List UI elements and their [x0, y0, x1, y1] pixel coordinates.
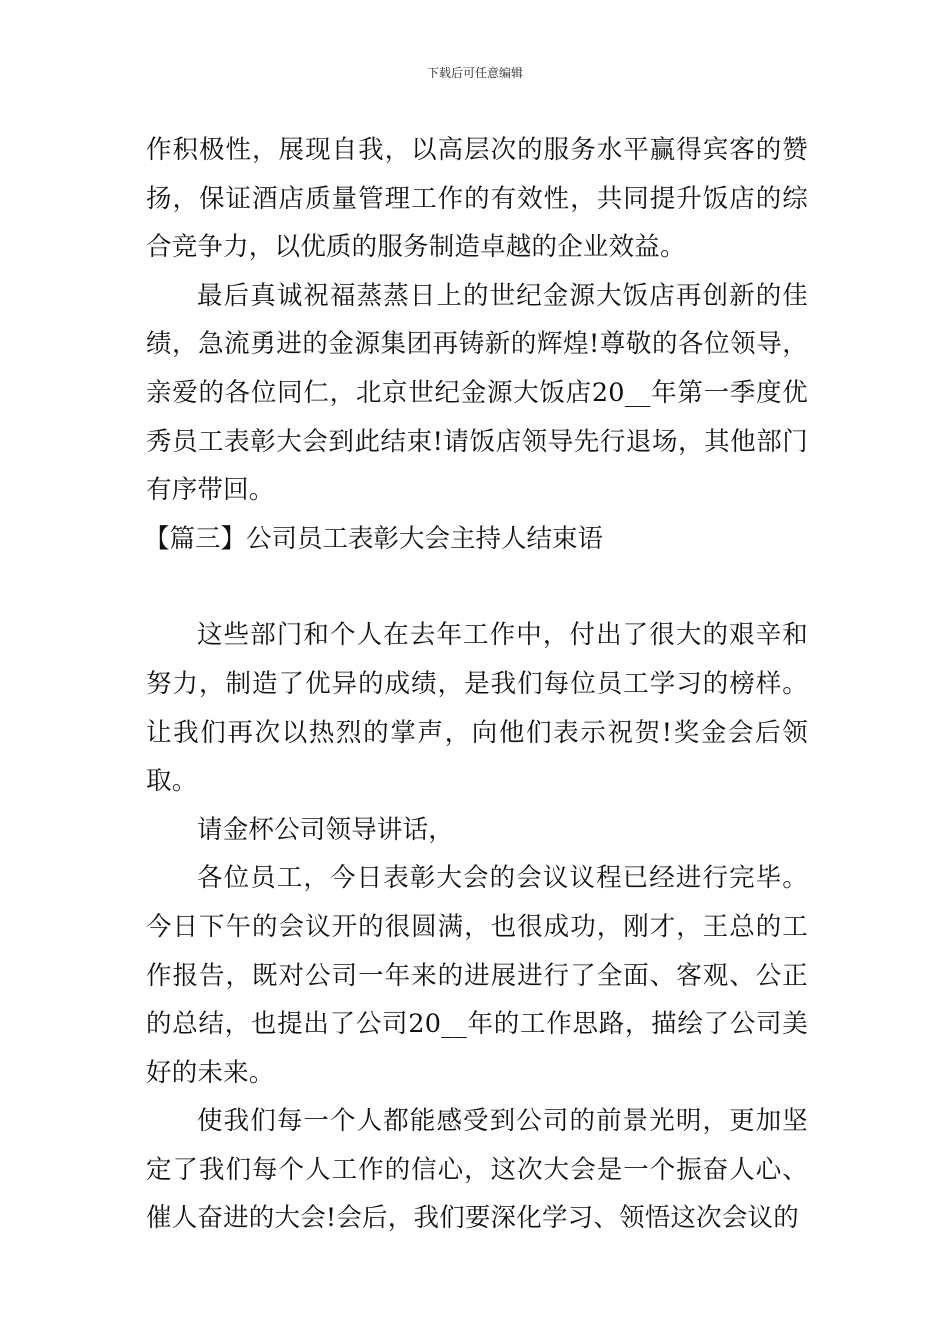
- paragraph-confidence: 使我们每一个人都能感受到公司的前景光明，更加坚定了我们每个人工作的信心，这次大会是一个振奋人心、催人奋进的大会!会后，我们要深化学习、领悟这次会议的: [146, 1106, 808, 1234]
- section-heading: 【篇三】公司员工表彰大会主持人结束语: [144, 523, 604, 554]
- paragraph-invite-speech: 请金杯公司领导讲话，: [197, 814, 455, 845]
- paragraph-continuation: 作积极性，展现自我，以高层次的服务水平赢得宾客的赞扬，保证酒店质量管理工作的有效性，共同提升饭店的综合竞争力，以优质的服务制造卓越的企业效益。: [146, 135, 808, 263]
- document-body: [146, 126, 808, 1243]
- paragraph-closing-wishes: 最后真诚祝福蒸蒸日上的世纪金源大饭店再创新的佳绩，急流勇进的金源集团再铸新的辉煌!尊敬的各位领导，亲爱的各位同仁，北京世纪金源大饭店20__年第一季度优秀员工表彰大会到此结束!请饭店领导先行退场，其他部门有序带回。: [146, 280, 808, 506]
- paragraph-agenda-complete: 各位员工，今日表彰大会的会议议程已经进行完毕。今日下午的会议开的很圆满，也很成功，刚才，王总的工作报告，既对公司一年来的进展进行了全面、客观、公正的总结，也提出了公司20__年的工作思路，描绘了公司美好的未来。: [146, 863, 808, 1088]
- paragraph-recognition: 这些部门和个人在去年工作中，付出了很大的艰辛和努力，制造了优异的成绩，是我们每位员工学习的榜样。让我们再次以热烈的掌声，向他们表示祝贺!奖金会后领取。: [146, 620, 808, 797]
- page-header: 下载后可任意编辑: [426, 66, 523, 80]
- section-spacer: [146, 563, 808, 611]
